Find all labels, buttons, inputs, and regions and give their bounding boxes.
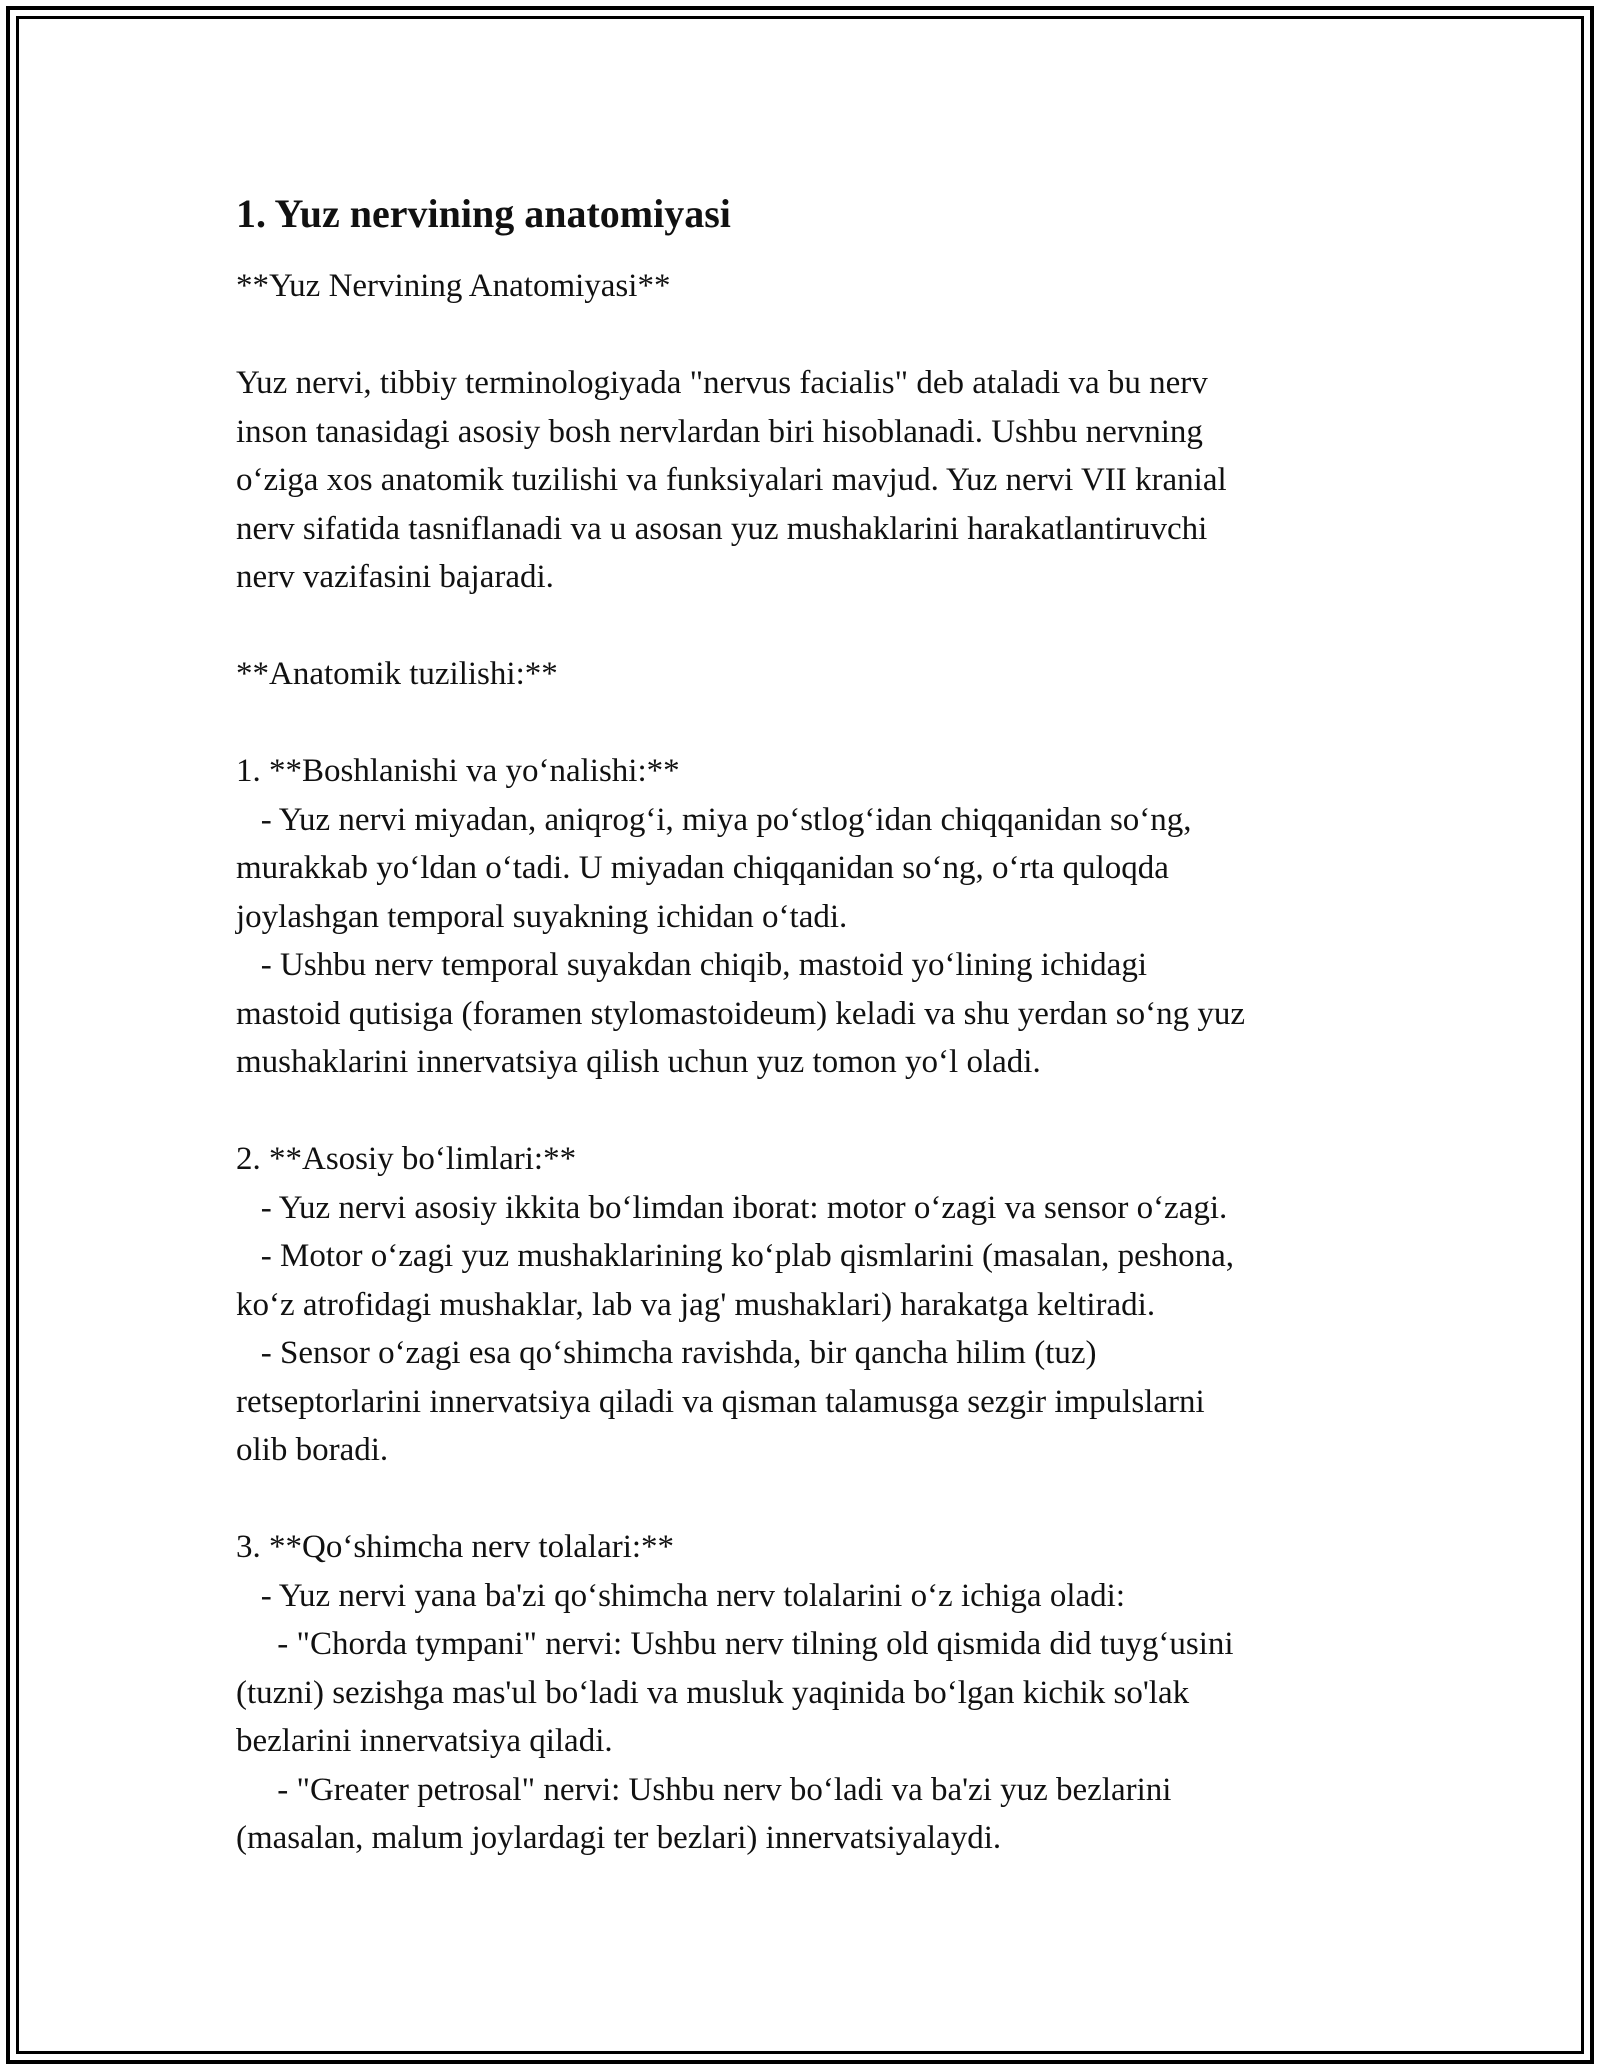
text-line: mastoid qutisiga (foramen stylomastoideum) keladi va shu yerdan so‘ng yuz	[236, 995, 1246, 1032]
text-line: (masalan, malum joylardagi ter bezlari) innervatsiyalaydi.	[236, 1820, 1002, 1856]
document-body	[236, 186, 1376, 1863]
text-line: 3. **Qo‘shimcha nerv tolalari:**	[236, 1529, 675, 1565]
blank-line	[236, 1475, 1376, 1524]
text-line: - "Greater petrosal" nervi: Ushbu nerv bo‘ladi va ba'zi yuz bezlarini	[236, 1771, 1172, 1808]
text-line: nerv sifatida tasniflanadi va u asosan yuz mushaklarini harakatlantiruvchi	[236, 510, 1208, 547]
text-line: olib boradi.	[236, 1432, 389, 1468]
blank-line	[236, 699, 1376, 748]
blank-line	[236, 602, 1376, 651]
text-line: bezlarini innervatsiya qiladi.	[236, 1723, 613, 1759]
text-line: - Ushbu nerv temporal suyakdan chiqib, mastoid yo‘lining ichidagi	[236, 947, 1147, 983]
text-line: 2. **Asosiy bo‘limlari:**	[236, 1141, 577, 1177]
text-line: nerv vazifasini bajaradi.	[236, 559, 554, 595]
text-line: **Yuz Nervining Anatomiyasi**	[236, 268, 671, 304]
text-line: joylashgan temporal suyakning ichidan o‘tadi.	[236, 898, 848, 935]
text-line: murakkab yo‘ldan o‘tadi. U miyadan chiqqanidan so‘ng, o‘rta quloqda	[236, 850, 1169, 886]
text-line: - Yuz nervi miyadan, aniqrog‘i, miya po‘stlog‘idan chiqqanidan so‘ng,	[236, 801, 1192, 838]
text-line: - Sensor o‘zagi esa qo‘shimcha ravishda, bir qancha hilim (tuz)	[236, 1335, 1097, 1371]
text-line: - Yuz nervi yana ba'zi qo‘shimcha nerv tolalarini o‘z ichiga oladi:	[236, 1577, 1125, 1614]
text-line: - Motor o‘zagi yuz mushaklarining ko‘plab qismlarini (masalan, peshona,	[236, 1238, 1235, 1274]
text-line: - "Chorda tympani" nervi: Ushbu nerv tilning old qismida did tuyg‘usini	[236, 1626, 1234, 1662]
text-line: 1. **Boshlanishi va yo‘nalishi:**	[236, 753, 680, 789]
blank-line	[236, 311, 1376, 360]
text-line: o‘ziga xos anatomik tuzilishi va funksiyalari mavjud. Yuz nervi VII kranial	[236, 462, 1227, 498]
text-line: retseptorlarini innervatsiya qiladi va qisman talamusga sezgir impulslarni	[236, 1383, 1205, 1420]
text-line: inson tanasidagi asosiy bosh nervlardan biri hisoblanadi. Ushbu nervning	[236, 413, 1203, 450]
text-line: - Yuz nervi asosiy ikkita bo‘limdan iborat: motor o‘zagi va sensor o‘zagi.	[236, 1189, 1228, 1226]
document-text	[236, 262, 1376, 1863]
text-line: Yuz nervi, tibbiy terminologiyada "nervus facialis" deb ataladi va bu nerv	[236, 365, 1208, 401]
text-line: (tuzni) sezishga mas'ul bo‘ladi va musluk yaqinida bo‘lgan kichik so'lak	[236, 1674, 1190, 1711]
document-heading: 1. Yuz nervining anatomiyasi	[236, 191, 731, 236]
text-line: ko‘z atrofidagi mushaklar, lab va jag' mushaklari) harakatga keltiradi.	[236, 1286, 1156, 1323]
text-line: **Anatomik tuzilishi:**	[236, 656, 558, 692]
blank-line	[236, 1087, 1376, 1136]
text-line: mushaklarini innervatsiya qilish uchun yuz tomon yo‘l oladi.	[236, 1044, 1041, 1080]
